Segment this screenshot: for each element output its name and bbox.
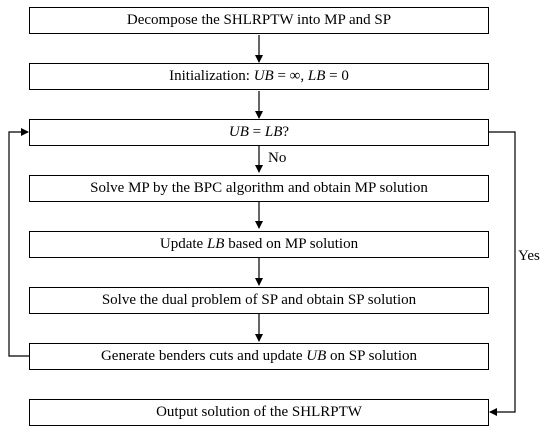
convergence-check	[29, 119, 489, 146]
init-lb-symbol: LB	[307, 68, 326, 84]
cuts-ub-symbol: UB	[306, 348, 327, 364]
update-lb-step	[29, 231, 489, 258]
output-text: Output solution of the SHLRPTW	[156, 404, 362, 420]
init-equals-zero: = 0	[325, 68, 349, 84]
initialization-step	[29, 63, 489, 90]
check-ub-symbol: UB	[228, 124, 249, 140]
init-equals-inf: = ∞,	[273, 68, 308, 84]
solve-mp-text: Solve MP by the BPC algorithm and obtain MP solution	[90, 180, 428, 196]
solve-dual-step	[29, 287, 489, 314]
decompose-step-text: Decompose the SHLRPTW into MP and SP	[126, 12, 392, 28]
no-branch-label: No	[268, 150, 287, 166]
benders-cuts-step	[29, 343, 489, 370]
check-question: ?	[282, 124, 290, 140]
solve-dual-text: Solve the dual problem of SP and obtain SP solution	[101, 292, 417, 308]
decompose-step	[29, 7, 489, 34]
init-ub-symbol: UB	[253, 68, 274, 84]
check-equals: =	[248, 124, 265, 140]
yes-branch-label: Yes	[518, 248, 540, 264]
solve-mp-step	[29, 175, 489, 202]
cuts-prefix: Generate benders cuts and update	[100, 348, 307, 364]
check-lb-symbol: LB	[264, 124, 283, 140]
output-step	[29, 399, 489, 426]
loop-back-arrow	[9, 132, 29, 356]
update-lb-symbol: LB	[206, 236, 225, 252]
update-prefix: Update	[159, 236, 207, 252]
update-suffix: based on MP solution	[224, 236, 359, 252]
cuts-suffix: on SP solution	[326, 348, 418, 364]
yes-branch-arrow	[489, 132, 515, 412]
init-prefix: Initialization:	[169, 68, 254, 84]
